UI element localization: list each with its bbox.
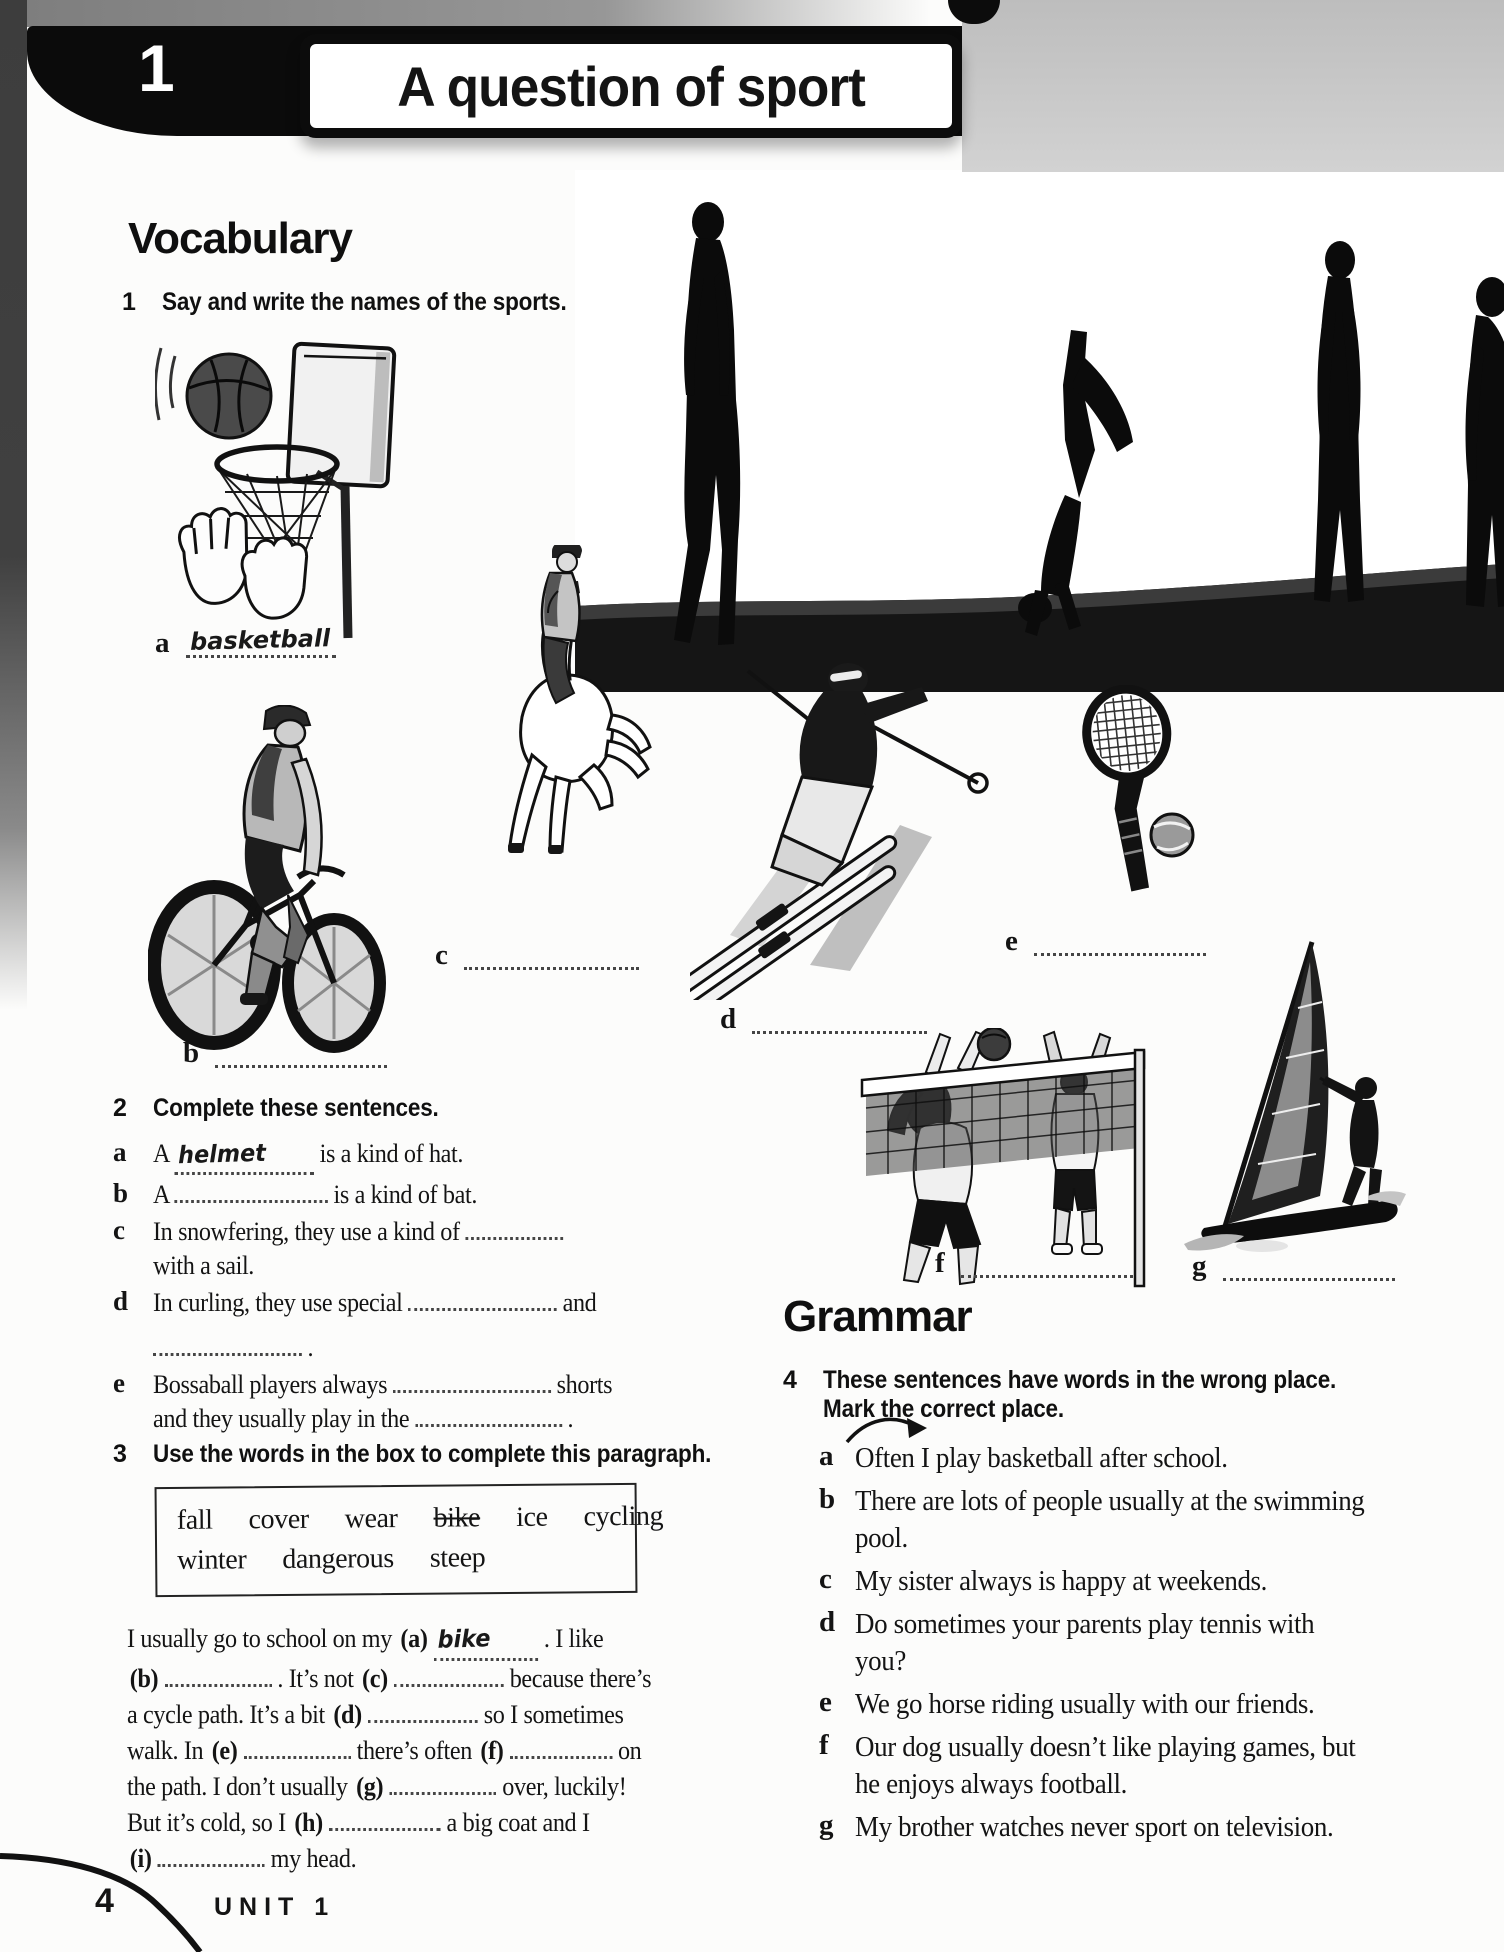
sentence-item-a: a A helmet is a kind of hat.: [113, 1137, 673, 1175]
paragraph-line: But it’s cold, so I (h) a big coat and I: [127, 1808, 590, 1837]
grammar-heading: Grammar: [783, 1292, 972, 1341]
grammar-item-e: e We go horse riding usually with our friends.: [819, 1686, 1503, 1723]
sentence-line: A is a kind of bat.: [153, 1180, 477, 1209]
answer-line: [961, 1257, 1133, 1278]
grammar-sentence: There are lots of people usually at the swimming: [855, 1485, 1365, 1517]
vocabulary-heading: Vocabulary: [128, 214, 352, 263]
sentence-item-e: e Bossaball players always shorts and they usually play in the .: [113, 1368, 673, 1436]
grammar-item-g: g My brother watches never sport on television.: [819, 1809, 1503, 1846]
exercise1-header: [122, 288, 682, 317]
grammar-sentence: Do sometimes your parents play tennis with: [855, 1608, 1315, 1640]
paragraph-line: (b) . It’s not (c) because there’s: [129, 1664, 652, 1693]
paragraph-line: I usually go to school on my (a) bike . I like: [127, 1621, 635, 1661]
sport-answer-e: e: [1005, 926, 1206, 956]
answer-line: [1223, 1260, 1395, 1281]
sentence-item-c: c In snowfering, they use a kind of with a sail.: [113, 1215, 673, 1283]
exercise2-number: 2: [113, 1094, 127, 1122]
gap-fill-paragraph: [127, 1621, 673, 1877]
exercise3-header: [113, 1440, 712, 1469]
motion-arcs: [155, 348, 175, 420]
sentence-line: A helmet is a kind of hat.: [153, 1137, 637, 1175]
sport-answer-d: d: [720, 1004, 927, 1034]
word-box-line: winter dangerous steep: [177, 1542, 486, 1576]
sport-answer-g: g: [1192, 1251, 1395, 1281]
exercise4-instruction-line2: Mark the correct place.: [823, 1395, 1064, 1423]
sentence-item-d: d In curling, they use special and .: [113, 1286, 673, 1365]
sentence-line: and they usually play in the .: [153, 1404, 574, 1433]
scan-edge-top-right: [962, 0, 1504, 172]
grammar-sentence: pool.: [855, 1522, 908, 1554]
exercise2-instruction: Complete these sentences.: [153, 1094, 439, 1122]
exercise3-instruction: Use the words in the box to complete this paragraph.: [153, 1440, 712, 1468]
grammar-section: [783, 1292, 1503, 1849]
exercise4-instruction-line1: These sentences have words in the wrong place.: [823, 1366, 1337, 1394]
sentence-line: In snowfering, they use a kind of: [153, 1215, 637, 1249]
sentence-line: .: [153, 1331, 637, 1365]
horse-riding-icon: [460, 545, 655, 880]
exercise3: [113, 1440, 712, 1877]
answer-line: [752, 1013, 927, 1034]
answer-line: [464, 949, 639, 970]
unit-footer-label: UNIT 1: [214, 1893, 336, 1921]
sentence-line: with a sail.: [153, 1251, 254, 1280]
grammar-sentence: he enjoys always football.: [855, 1768, 1127, 1800]
sport-answer-c: c: [435, 940, 639, 970]
handwritten-answer: basketball: [189, 624, 331, 656]
grammar-sentence: Often I play basketball after school.: [855, 1442, 1228, 1474]
grammar-item-b: b There are lots of people usually at the swimming pool.: [819, 1483, 1503, 1557]
sport-answer-f: f: [935, 1248, 1133, 1278]
grammar-item-a: a Often I play basketball after school.: [819, 1440, 1503, 1477]
exercise1-instruction: Say and write the names of the sports.: [162, 288, 567, 316]
grammar-sentence: Our dog usually doesn’t like playing games, but: [855, 1731, 1356, 1763]
word-box-line: fall cover wear bike ice cycling: [176, 1500, 664, 1536]
beach-sports-photo: [575, 170, 1504, 692]
unit-number-badge: 1: [138, 31, 175, 105]
basketball-hoop-icon: [155, 340, 405, 645]
page-title: A question of sport: [397, 54, 865, 118]
exercise2: [113, 1094, 673, 1439]
sentence-item-b: b A is a kind of bat.: [113, 1178, 673, 1212]
scan-edge-left: [0, 0, 27, 1010]
item-letter: a: [155, 627, 170, 659]
tennis-racket-icon: [1080, 685, 1195, 907]
grammar-sentence: My sister always is happy at weekends.: [855, 1565, 1268, 1597]
grammar-item-f: f Our dog usually doesn’t like playing games, but he enjoys always football.: [819, 1729, 1503, 1803]
paragraph-line: walk. In (e) there’s often (f) on: [127, 1736, 642, 1765]
grammar-sentence: My brother watches never sport on television.: [855, 1811, 1334, 1843]
answer-line: [215, 1047, 387, 1068]
answer-line: [186, 626, 336, 658]
grammar-item-c: c My sister always is happy at weekends.: [819, 1563, 1503, 1600]
windsurfing-icon: [1170, 938, 1415, 1268]
sentence-line: In curling, they use special and: [153, 1288, 597, 1317]
page-number: 4: [95, 1882, 114, 1920]
paragraph-line: the path. I don’t usually (g) over, luckily!: [127, 1772, 627, 1801]
sport-answer-b: b: [183, 1038, 387, 1068]
scan-edge-top: [0, 0, 930, 27]
unit-title-box: [300, 34, 962, 138]
sentence-line: Bossaball players always shorts: [153, 1370, 613, 1399]
exercise1-number: 1: [122, 288, 136, 316]
exercise2-header: [113, 1094, 673, 1123]
grammar-item-d: d Do sometimes your parents play tennis with you?: [819, 1606, 1503, 1680]
grammar-sentence: We go horse riding usually with our friends.: [855, 1688, 1315, 1720]
paragraph-line: a cycle path. It’s a bit (d) so I sometimes: [127, 1700, 624, 1729]
mountain-bike-icon: [148, 705, 403, 1065]
word-box: [155, 1483, 664, 1597]
exercise3-number: 3: [113, 1440, 127, 1468]
paragraph-line: (i) my head.: [129, 1844, 357, 1873]
answer-line: [1034, 935, 1206, 956]
exercise4-number: 4: [783, 1366, 797, 1394]
sport-answer-a: [155, 626, 336, 658]
grammar-sentence: you?: [855, 1645, 906, 1677]
skiing-icon: [690, 635, 995, 1000]
